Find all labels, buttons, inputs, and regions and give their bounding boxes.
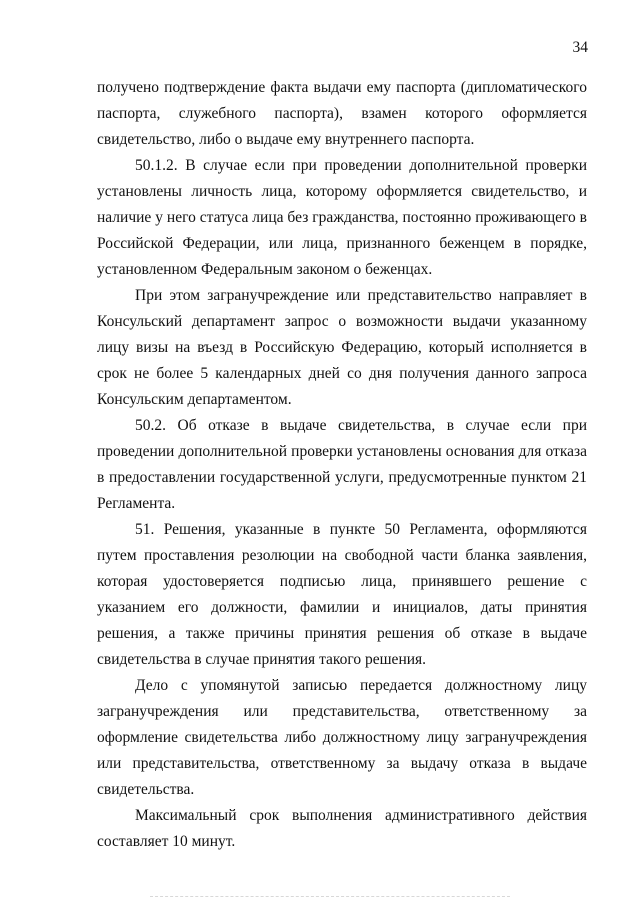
paragraph-continuation: получено подтверждение факта выдачи ему паспорта (дипломатического паспорта, служебного паспорта), взамен которого оформляется свидетельство, либо о выдаче ему внутреннего паспорта. <box>97 79 587 148</box>
paragraph-case-transfer: Дело с упомянутой записью передается должностному лицу загранучреждения или представительства, ответственному за оформление свидетельства либо должностному лицу загранучреждения или представительства, ответственному за выдачу отказа в выдаче свидетельства. <box>97 677 587 798</box>
paragraph-max-time: Максимальный срок выполнения административного действия составляет 10 минут. <box>97 807 587 850</box>
paragraph-consular-request: При этом загранучреждение или представительство направляет в Консульский департамент запрос о возможности выдачи указанному лицу визы на въезд в Российскую Федерацию, который исполняется в срок не более 5 календарных дней со дня получения данного запроса Консульским департаментом. <box>97 287 587 408</box>
paragraph-51: 51. Решения, указанные в пункте 50 Регламента, оформляются путем проставления резолюции на свободной части бланка заявления, которая удостоверяется подписью лица, принявшего решение с указанием его должности, фамилии и инициалов, даты принятия решения, а также причины принятия решения об отказе в выдаче свидетельства в случае принятия такого решения. <box>97 521 587 668</box>
document-body <box>97 75 587 855</box>
paragraph-50-1-2: 50.1.2. В случае если при проведении дополнительной проверки установлены личность лица, которому оформляется свидетельство, и наличие у него статуса лица без гражданства, постоянно проживающего в Российской Федерации, или лица, признанного беженцем в порядке, установленном Федеральным законом о беженцах. <box>97 157 587 278</box>
page-number: 34 <box>572 39 588 56</box>
paragraph-50-2: 50.2. Об отказе в выдаче свидетельства, в случае если при проведении дополнительной проверки установлены основания для отказа в предоставлении государственной услуги, предусмотренные пунктом 21 Регламента. <box>97 417 587 512</box>
scan-edge-line <box>150 896 510 897</box>
